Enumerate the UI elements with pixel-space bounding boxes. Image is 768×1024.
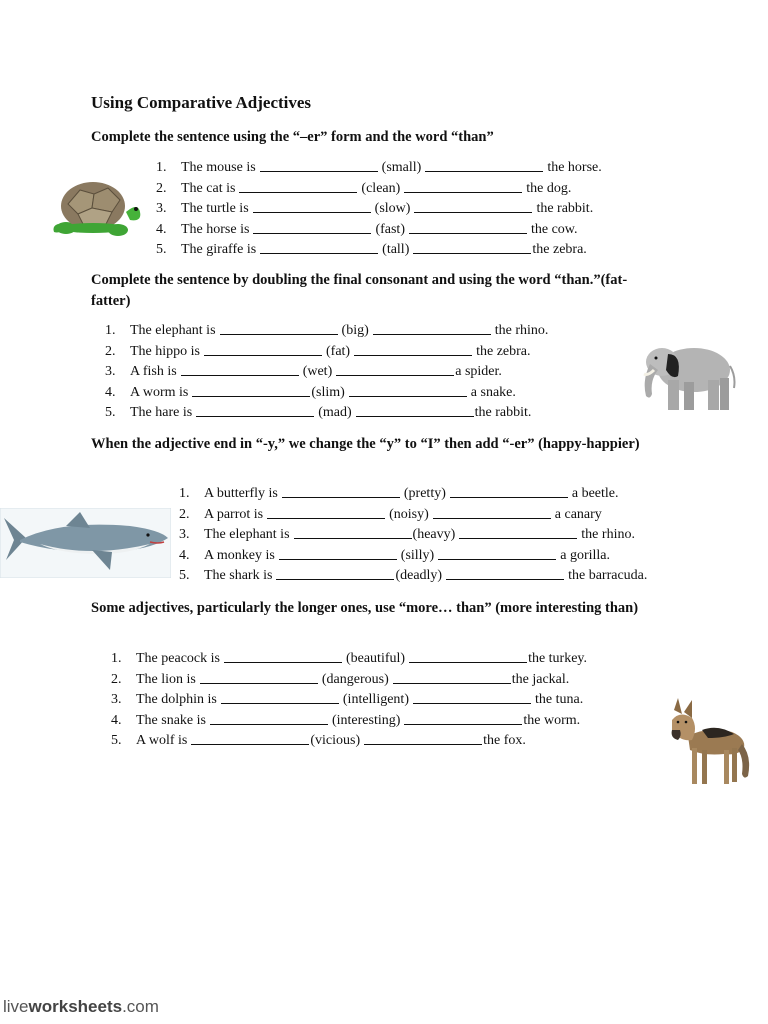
answer-blank[interactable] xyxy=(279,546,397,560)
item-subject: The shark is xyxy=(204,568,273,583)
item-number: 5. xyxy=(179,568,190,583)
exercise-item xyxy=(105,403,548,424)
item-subject: The hare is xyxy=(130,405,193,420)
answer-blank[interactable] xyxy=(210,711,328,725)
answer-blank[interactable] xyxy=(413,690,531,704)
item-subject: The snake is xyxy=(136,712,206,728)
item-number: 4. xyxy=(179,547,190,563)
item-adjective: (clean) xyxy=(361,180,401,196)
item-ending: a snake. xyxy=(470,384,516,400)
item-adjective: (slow) xyxy=(374,201,411,216)
item-adjective: (wet) xyxy=(302,364,333,379)
answer-blank[interactable] xyxy=(393,670,511,684)
item-ending: a beetle. xyxy=(571,486,619,501)
answer-blank[interactable] xyxy=(200,670,318,684)
item-number: 4. xyxy=(105,384,116,400)
item-number: 2. xyxy=(156,180,167,196)
item-ending: the rhino. xyxy=(494,323,549,338)
exercise-item xyxy=(105,342,548,363)
item-subject: A fish is xyxy=(130,364,177,379)
exercise-item xyxy=(156,158,602,179)
section-3-exercises xyxy=(179,484,647,587)
item-subject: The peacock is xyxy=(136,651,220,666)
answer-blank[interactable] xyxy=(438,546,556,560)
item-adjective: (deadly) xyxy=(395,568,443,583)
item-subject: A parrot is xyxy=(204,506,264,522)
item-subject: The cat is xyxy=(181,180,236,196)
answer-blank[interactable] xyxy=(336,362,454,376)
item-number: 2. xyxy=(179,506,190,522)
answer-blank[interactable] xyxy=(404,179,522,193)
footer-brand-name: worksheets xyxy=(28,997,123,1016)
item-adjective: (intelligent) xyxy=(342,692,409,707)
item-number: 2. xyxy=(111,671,122,687)
section-1-instruction: Complete the sentence using the “–er” form and the word “than” xyxy=(91,129,494,145)
answer-blank[interactable] xyxy=(409,220,527,234)
exercise-item xyxy=(156,240,602,261)
item-number: 1. xyxy=(105,323,116,338)
answer-blank[interactable] xyxy=(450,484,568,498)
section-1-exercises xyxy=(156,158,602,261)
item-number: 3. xyxy=(156,201,167,216)
item-number: 5. xyxy=(156,242,167,257)
item-adjective: (dangerous) xyxy=(321,671,389,687)
answer-blank[interactable] xyxy=(404,711,522,725)
item-number: 5. xyxy=(105,405,116,420)
item-subject: The lion is xyxy=(136,671,196,687)
item-subject: The elephant is xyxy=(130,323,216,338)
item-ending: the rabbit. xyxy=(536,201,594,216)
answer-blank[interactable] xyxy=(433,505,551,519)
item-subject: The horse is xyxy=(181,221,250,237)
item-adjective: (tall) xyxy=(382,242,410,257)
item-adjective: (beautiful) xyxy=(345,651,406,666)
section-2-exercises xyxy=(105,321,548,424)
answer-blank[interactable] xyxy=(282,484,400,498)
item-subject: The giraffe is xyxy=(181,242,257,257)
item-adjective: (small) xyxy=(381,160,422,175)
exercise-item xyxy=(111,731,587,752)
answer-blank[interactable] xyxy=(267,505,385,519)
item-number: 3. xyxy=(111,692,122,707)
item-subject: The dolphin is xyxy=(136,692,217,707)
item-subject: A wolf is xyxy=(136,733,188,748)
section-3-instruction: When the adjective end in “-y,” we change the “y” to “I” then add “-er” (happy-happier) xyxy=(91,436,640,452)
item-subject: The elephant is xyxy=(204,527,290,542)
item-ending: the rabbit. xyxy=(474,405,532,420)
exercise-item xyxy=(156,220,602,241)
item-ending: the cow. xyxy=(530,221,578,237)
answer-blank[interactable] xyxy=(196,403,314,417)
item-ending: the horse. xyxy=(547,160,602,175)
item-subject: A monkey is xyxy=(204,547,275,563)
shark-image xyxy=(0,508,171,578)
item-number: 5. xyxy=(111,733,122,748)
elephant-image xyxy=(638,340,736,414)
item-ending: a spider. xyxy=(455,364,502,379)
exercise-item xyxy=(179,484,647,505)
item-subject: A butterfly is xyxy=(204,486,278,501)
exercise-item xyxy=(156,179,602,200)
answer-blank[interactable] xyxy=(260,158,378,172)
section-2-instruction: Complete the sentence by doubling the final consonant and using the word “than.”(fat-fatter) xyxy=(91,272,628,309)
answer-blank[interactable] xyxy=(294,525,412,539)
answer-blank[interactable] xyxy=(349,383,467,397)
item-adjective: (slim) xyxy=(311,384,345,400)
answer-blank[interactable] xyxy=(373,321,491,335)
page-title: Using Comparative Adjectives xyxy=(91,93,312,112)
item-number: 3. xyxy=(179,527,190,542)
item-ending: the zebra. xyxy=(532,242,587,257)
item-ending: the zebra. xyxy=(476,343,531,359)
exercise-item xyxy=(105,362,548,383)
answer-blank[interactable] xyxy=(204,342,322,356)
answer-blank[interactable] xyxy=(181,362,299,376)
answer-blank[interactable] xyxy=(221,690,339,704)
item-adjective: (silly) xyxy=(400,547,435,563)
item-number: 2. xyxy=(105,343,116,359)
answer-blank[interactable] xyxy=(459,525,577,539)
exercise-item xyxy=(111,690,587,711)
answer-blank[interactable] xyxy=(414,199,532,213)
exercise-item xyxy=(179,566,647,587)
footer-prefix: live xyxy=(3,997,29,1016)
item-number: 1. xyxy=(179,486,190,501)
answer-blank[interactable] xyxy=(253,199,371,213)
answer-blank[interactable] xyxy=(224,649,342,663)
answer-blank[interactable] xyxy=(191,731,309,745)
item-adjective: (interesting) xyxy=(331,712,401,728)
exercise-item xyxy=(105,383,548,404)
item-ending: the fox. xyxy=(483,733,526,748)
item-ending: a canary xyxy=(554,506,602,522)
answer-blank[interactable] xyxy=(413,240,531,254)
item-ending: the rhino. xyxy=(581,527,635,542)
item-adjective: (vicious) xyxy=(310,733,361,748)
answer-blank[interactable] xyxy=(260,240,378,254)
item-ending: the worm. xyxy=(523,712,581,728)
exercise-item xyxy=(179,505,647,526)
item-ending: the turkey. xyxy=(528,651,588,666)
answer-blank[interactable] xyxy=(364,731,482,745)
answer-blank[interactable] xyxy=(253,220,371,234)
footer-suffix: .com xyxy=(122,997,159,1016)
jackal-image xyxy=(658,696,754,792)
item-adjective: (fast) xyxy=(375,221,405,237)
exercise-item xyxy=(156,199,602,220)
item-ending: a gorilla. xyxy=(560,547,610,563)
item-number: 4. xyxy=(156,221,167,237)
exercise-item xyxy=(179,546,647,567)
turtle-image xyxy=(48,176,148,240)
section-4-instruction: Some adjectives, particularly the longer ones, use “more… than” (more interesting than) xyxy=(91,600,639,616)
item-ending: the barracuda. xyxy=(568,568,648,583)
item-subject: A worm is xyxy=(130,384,189,400)
exercise-item xyxy=(179,525,647,546)
item-subject: The mouse is xyxy=(181,160,256,175)
answer-blank[interactable] xyxy=(356,403,474,417)
item-adjective: (heavy) xyxy=(412,527,456,542)
answer-blank[interactable] xyxy=(192,383,310,397)
footer-brand xyxy=(3,997,159,1017)
item-number: 3. xyxy=(105,364,116,379)
answer-blank[interactable] xyxy=(239,179,357,193)
exercise-item xyxy=(111,649,587,670)
answer-blank[interactable] xyxy=(409,649,527,663)
answer-blank[interactable] xyxy=(220,321,338,335)
item-number: 1. xyxy=(156,160,167,175)
exercise-item xyxy=(105,321,548,342)
item-ending: the dog. xyxy=(526,180,572,196)
item-ending: the tuna. xyxy=(534,692,584,707)
item-adjective: (mad) xyxy=(318,405,352,420)
section-4-exercises xyxy=(111,649,587,752)
answer-blank[interactable] xyxy=(446,566,564,580)
exercise-item xyxy=(111,670,587,691)
item-number: 1. xyxy=(111,651,122,666)
exercise-item xyxy=(111,711,587,732)
answer-blank[interactable] xyxy=(425,158,543,172)
item-adjective: (big) xyxy=(341,323,369,338)
item-ending: the jackal. xyxy=(511,671,570,687)
item-number: 4. xyxy=(111,712,122,728)
answer-blank[interactable] xyxy=(276,566,394,580)
answer-blank[interactable] xyxy=(354,342,472,356)
item-adjective: (fat) xyxy=(326,343,351,359)
item-adjective: (noisy) xyxy=(389,506,429,522)
item-adjective: (pretty) xyxy=(403,486,446,501)
item-subject: The hippo is xyxy=(130,343,200,359)
item-subject: The turtle is xyxy=(181,201,249,216)
